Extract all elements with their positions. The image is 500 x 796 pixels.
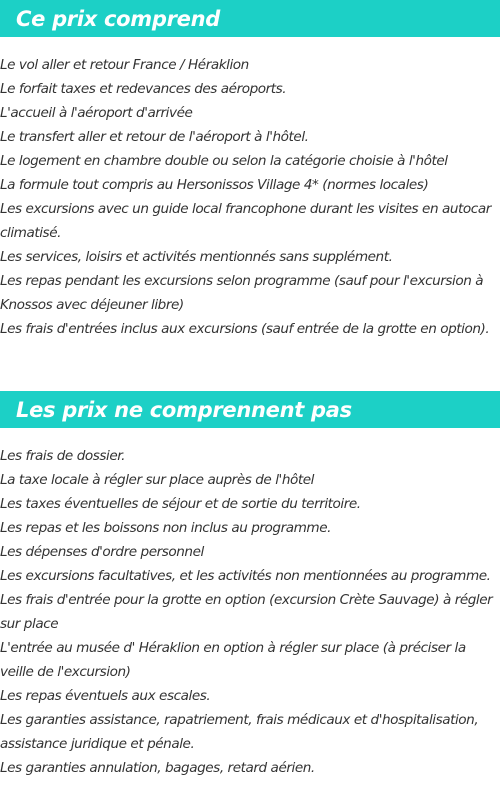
excluded-item: Les garanties assistance, rapatriement, frais médicaux et d'hospitalisation, assistance juridique et pénale. (0, 712, 479, 752)
included-item: Les excursions avec un guide local francophone durant les visites en autocar climatisé. (0, 201, 491, 241)
included-item: La formule tout compris au Hersonissos Village 4* (normes locales) (0, 177, 429, 193)
included-item: Les frais d'entrées inclus aux excursions (sauf entrée de la grotte en option). (0, 321, 490, 337)
included-item: Le vol aller et retour France / Héraklion (0, 57, 249, 73)
excluded-item: Les repas éventuels aux escales. (0, 688, 211, 704)
included-item: Le forfait taxes et redevances des aéroports. (0, 81, 287, 97)
excluded-item: Les frais de dossier. (0, 448, 126, 464)
included-item: Le logement en chambre double ou selon la catégorie choisie à l'hôtel (0, 153, 448, 169)
excluded-section-title: Les prix ne comprennent pas (16, 397, 352, 422)
excluded-item: L'entrée au musée d' Héraklion en option à régler sur place (à préciser la veille de l'excursion) (0, 640, 466, 680)
excluded-item: Les repas et les boissons non inclus au programme. (0, 520, 331, 536)
included-section-header (0, 0, 500, 37)
included-item: Le transfert aller et retour de l'aéroport à l'hôtel. (0, 129, 309, 145)
excluded-item: Les taxes éventuelles de séjour et de sortie du territoire. (0, 496, 361, 512)
included-items-list (0, 53, 500, 341)
included-section-title: Ce prix comprend (16, 6, 220, 31)
included-item: Les repas pendant les excursions selon programme (sauf pour l'excursion à Knossos avec déjeuner libre) (0, 273, 484, 313)
excluded-item: La taxe locale à régler sur place auprès de l'hôtel (0, 472, 314, 488)
excluded-item: Les garanties annulation, bagages, retard aérien. (0, 760, 315, 776)
excluded-item: Les excursions facultatives, et les activités non mentionnées au programme. (0, 568, 491, 584)
included-item: L'accueil à l'aéroport d'arrivée (0, 105, 193, 121)
excluded-item: Les frais d'entrée pour la grotte en option (excursion Crète Sauvage) à régler sur place (0, 592, 493, 632)
excluded-items-list (0, 444, 500, 780)
included-item: Les services, loisirs et activités mentionnés sans supplément. (0, 249, 393, 265)
excluded-item: Les dépenses d'ordre personnel (0, 544, 204, 560)
excluded-section-header (0, 391, 500, 428)
